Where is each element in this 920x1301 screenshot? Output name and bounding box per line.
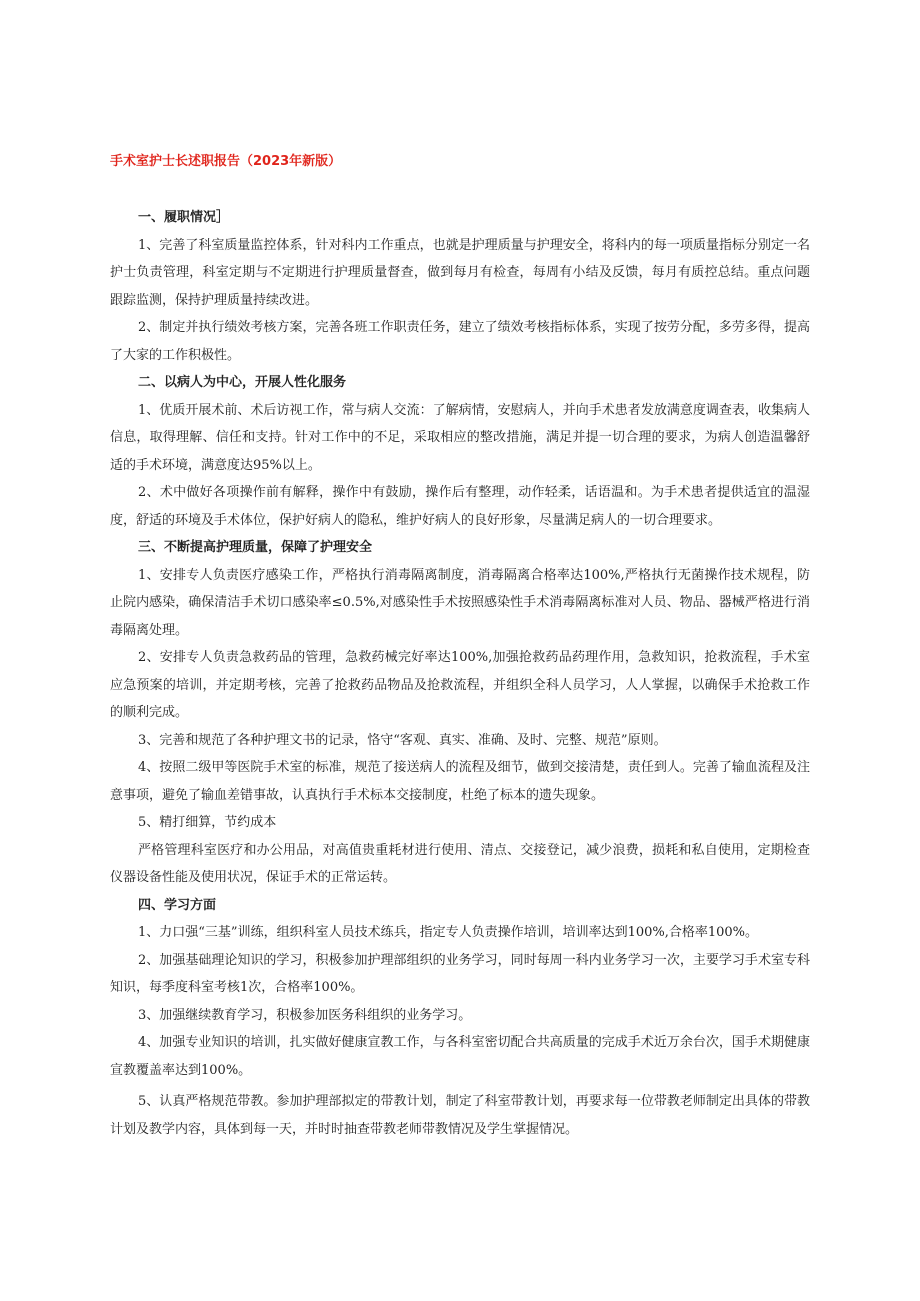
- section-heading-1: 一、履职情况］: [138, 210, 230, 225]
- paragraph: 4、按照二级甲等医院手术室的标准，规范了接送病人的流程及细节，做到交接清楚，责任到人。完善了输血流程及注意事项，避免了输血差错事故，认真执行手术标本交接制度，杜绝了标本的遗失现象。: [110, 760, 810, 803]
- paragraph: 2、制定并执行绩效考核方案，完善各班工作职责任务，建立了绩效考核指标体系，实现了按劳分配，多劳多得，提高了大家的工作积极性。: [110, 320, 810, 363]
- document-title: 手术室护士长述职报告（2023年新版）: [110, 154, 342, 169]
- paragraph: 1、优质开展术前、术后访视工作，常与病人交流：了解病情，安慰病人，并向手术患者发放满意度调查表，收集病人信息，取得理解、信任和支持。针对工作中的不足，采取相应的整改措施，满足并提一切合理的要求，为病人创造温馨舒适的手术环境，满意度达95%以上。: [110, 402, 810, 473]
- document-body: [110, 204, 810, 1143]
- paragraph: 5、认真严格规范带教。参加护理部拟定的带教计划，制定了科室带教计划，再要求每一位带教老师制定出具体的带教计划及教学内容，具体到每一天，并时时抽查带教老师带教情况及学生掌握情况。: [110, 1094, 810, 1137]
- paragraph: 1、完善了科室质量监控体系，针对科内工作重点，也就是护理质量与护理安全，将科内的每一项质量指标分别定一名护士负责管理，科室定期与不定期进行护理质量督查，做到每月有检查，每周有小结及反馈，每月有质控总结。重点问题跟踪监测，保持护理质量持续改进。: [110, 237, 810, 308]
- section-heading-4: 四、学习方面: [138, 897, 217, 913]
- paragraph: 5、精打细算，节约成本: [138, 815, 277, 830]
- section-heading-2: 二、以病人为中心，开展人性化服务: [138, 375, 347, 390]
- paragraph: 3、完善和规范了各种护理文书的记录，恪守“客观、真实、准确、及时、完整、规范”原则。: [138, 732, 667, 748]
- paragraph: 严格管理科室医疗和办公用品，对高值贵重耗材进行使用、清点、交接登记，减少浪费，损耗和私自使用，定期检查仪器设备性能及使用状况，保证手术的正常运转。: [110, 842, 810, 885]
- paragraph: 3、加强继续教育学习，积极参加医务科组织的业务学习。: [138, 1007, 472, 1023]
- paragraph: 2、安排专人负责急救药品的管理，急救药械完好率达100%,加强抢救药品药理作用，急救知识，抢救流程，手术室应急预案的培训，并定期考核，完善了抢救药品物品及抢救流程，并组织全科人员学习，人人掌握，以确保手术抢救工作的顺利完成。: [110, 650, 810, 720]
- paragraph: 2、术中做好各项操作前有解释，操作中有鼓励，操作后有整理，动作轻柔，话语温和。为手术患者提供适宜的温湿度，舒适的环境及手术体位，保护好病人的隐私，维护好病人的良好形象，尽量满足病人的一切合理要求。: [110, 485, 810, 528]
- paragraph: 1、安排专人负责医疗感染工作，严格执行消毒隔离制度，消毒隔离合格率达100%,严格执行无菌操作技术规程，防止院内感染，确保清洁手术切口感染率≤0.5%,对感染性手术按照感染性手术消毒隔离标准对人员、物品、器械严格进行消毒隔离处理。: [110, 567, 810, 638]
- paragraph: 1、力口强“三基”训练，组织科室人员技术练兵，指定专人负责操作培训，培训率达到100%,合格率100%。: [138, 925, 759, 940]
- paragraph: 4、加强专业知识的培训，扎实做好健康宣教工作，与各科室密切配合共高质量的完成手术近万余台次，国手术期健康宣教覆盖率达到100%。: [110, 1035, 810, 1078]
- section-heading-3: 三、不断提高护理质量，保障了护理安全: [138, 540, 373, 555]
- paragraph: 2、加强基础理论知识的学习，积极参加护理部组织的业务学习，同时每周一科内业务学习一次，主要学习手术室专科知识，每季度科室考核1次，合格率100%。: [110, 952, 810, 995]
